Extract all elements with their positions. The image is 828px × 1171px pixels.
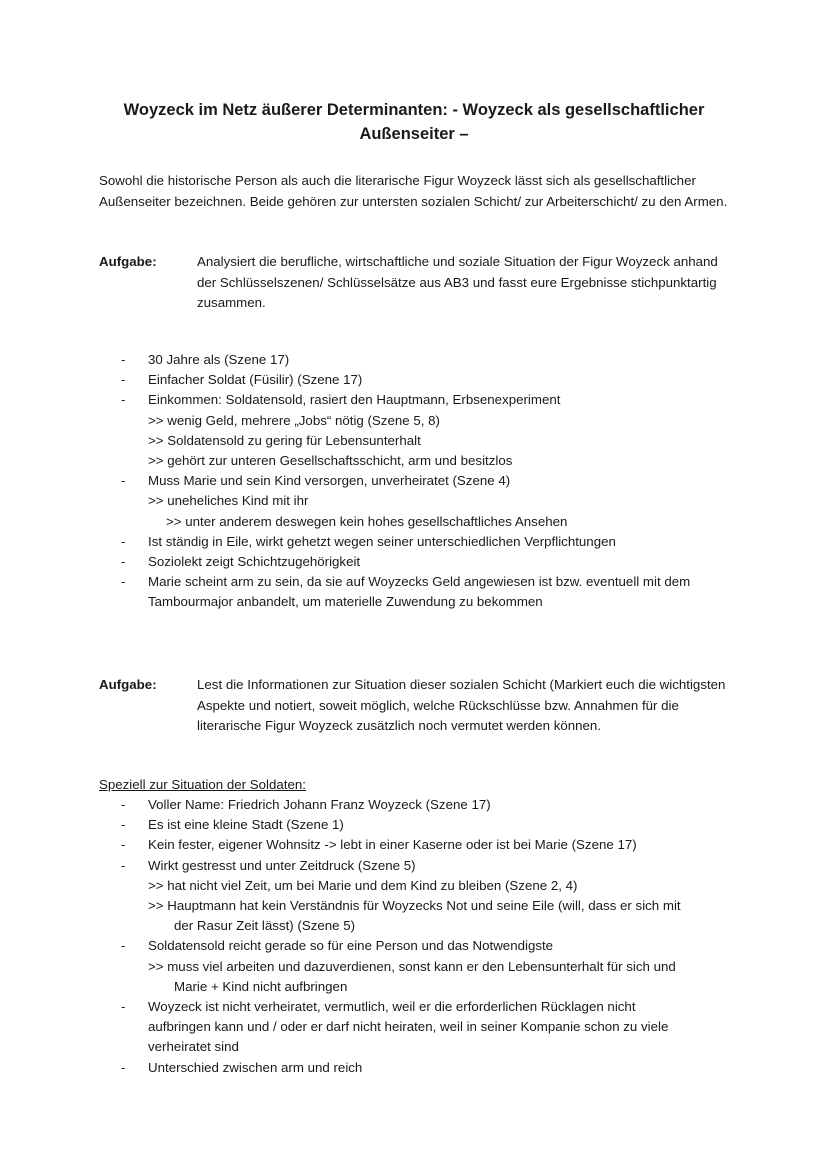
sub-sub-item: >> unter anderem deswegen kein hohes gesellschaftliches Ansehen [166,513,568,529]
list-item [99,350,739,370]
bullet-dash: - [121,372,126,388]
list-item-continuation: aufbringen kann und / oder er darf nicht heiraten, weil in seiner Kompanie schon zu viele [148,1019,669,1035]
task-2-label: Aufgabe: [99,677,157,692]
list-item [99,936,739,956]
bullet-dash: - [121,938,126,954]
list-item-continuation: Tambourmajor anbandelt, um materielle Zuwendung zu bekommen [148,594,543,610]
bullet-dash: - [121,554,126,570]
bullet-dash: - [121,999,126,1015]
sub-item: >> uneheliches Kind mit ihr [148,493,309,509]
list-item-text: Marie scheint arm zu sein, da sie auf Woyzecks Geld angewiesen ist bzw. eventuell mit dem [148,574,691,590]
list-item [99,856,739,876]
list-item-text: Einkommen: Soldatensold, rasiert den Hauptmann, Erbsenexperiment [148,392,561,408]
bullet-dash: - [121,392,126,408]
list-item-text: Unterschied zwischen arm und reich [148,1059,363,1075]
document-title [60,98,768,146]
sub-item: >> hat nicht viel Zeit, um bei Marie und dem Kind zu bleiben (Szene 2, 4) [148,877,578,893]
bullet-dash: - [121,352,126,367]
list-item [99,471,739,491]
soldiers-list [99,795,739,1078]
list-item [99,572,739,592]
analysis-list [99,350,739,613]
list-item-text: Muss Marie und sein Kind versorgen, unverheiratet (Szene 4) [148,473,511,489]
task-1-label: Aufgabe: [99,254,157,269]
bullet-dash: - [121,574,126,590]
list-item [99,1058,739,1078]
list-item [99,390,739,410]
list-item-text: Ist ständig in Eile, wirkt gehetzt wegen seiner unterschiedlichen Verpflichtungen [148,533,616,549]
task-2-text: Lest die Informationen zur Situation dieser sozialen Schicht (Markiert euch die wichtigsten Aspekte und notiert, soweit möglich, welche Rückschlüsse bzw. Annahmen für die literarische Figur Woyzeck zusätzlich noch vermutet werden können. [197,677,726,733]
sub-item: >> wenig Geld, mehrere „Jobs“ nötig (Szene 5, 8) [148,412,440,428]
bullet-dash: - [121,817,126,833]
bullet-dash: - [121,797,126,812]
list-item-text: Wirkt gestresst und unter Zeitdruck (Szene 5) [148,857,416,873]
list-item-text: Soldatensold reicht gerade so für eine Person und das Notwendigste [148,938,554,954]
task-2 [99,675,739,737]
title-line-1: Woyzeck im Netz äußerer Determinanten: - Woyzeck als gesellschaftlicher [123,101,705,119]
list-item [99,815,739,835]
list-item [99,552,739,572]
list-item [99,370,739,390]
bullet-dash: - [121,533,126,549]
list-item [99,835,739,855]
bullet-dash: - [121,837,126,853]
sub-item: >> Hauptmann hat kein Verständnis für Woyzecks Not und seine Eile (will, dass er sich mit [148,898,681,914]
list-item [99,997,739,1017]
list-item-text: Soziolekt zeigt Schichtzugehörigkeit [148,554,361,570]
list-item [99,532,739,552]
bullet-dash: - [121,1059,126,1075]
list-item-text: Einfacher Soldat (Füsilir) (Szene 17) [148,372,363,388]
bullet-dash: - [121,857,126,873]
title-line-2: Außenseiter – [359,125,469,143]
intro-paragraph: Sowohl die historische Person als auch die literarische Figur Woyzeck lässt sich als gesellschaftlicher Außenseiter bezeichnen. Beide gehören zur untersten sozialen Schicht/ zur Arbeiterschicht/ zu den Armen. [99,173,728,209]
list-item-text: Kein fester, eigener Wohnsitz -> lebt in einer Kaserne oder ist bei Marie (Szene 17) [148,837,637,853]
list-item-text: Es ist eine kleine Stadt (Szene 1) [148,817,344,833]
section-heading-soldiers: Speziell zur Situation der Soldaten: [99,777,306,792]
task-1-text: Analysiert die berufliche, wirtschaftliche und soziale Situation der Figur Woyzeck anhand der Schlüsselszenen/ Schlüsselsätze aus AB3 und fasst eure Ergebnisse stichpunktartig zusammen. [197,254,718,310]
task-1 [99,252,739,314]
list-item-text: Woyzeck ist nicht verheiratet, vermutlich, weil er die erforderlichen Rücklagen nicht [148,999,636,1015]
sub-item-continuation: Marie + Kind nicht aufbringen [174,978,348,994]
list-item-continuation: verheiratet sind [148,1039,239,1055]
list-item-text: Voller Name: Friedrich Johann Franz Woyzeck (Szene 17) [148,797,491,812]
sub-item: >> muss viel arbeiten und dazuverdienen, sonst kann er den Lebensunterhalt für sich und [148,958,676,974]
sub-item-continuation: der Rasur Zeit lässt) (Szene 5) [174,918,356,934]
list-item-text: 30 Jahre als (Szene 17) [148,352,290,367]
sub-item: >> Soldatensold zu gering für Lebensunterhalt [148,432,421,448]
bullet-dash: - [121,473,126,489]
list-item [99,795,739,815]
sub-item: >> gehört zur unteren Gesellschaftsschicht, arm und besitzlos [148,453,513,469]
